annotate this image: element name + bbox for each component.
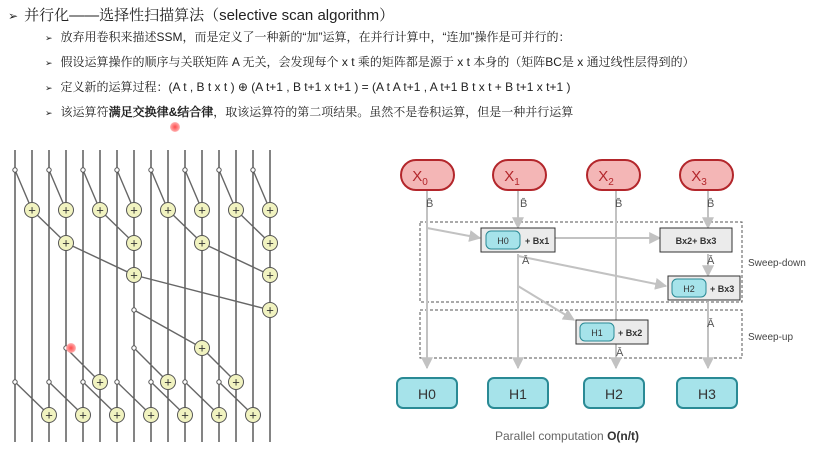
plus-node [93, 203, 108, 218]
fork-dot [115, 380, 119, 384]
svg-text:Bx2+ Bx3: Bx2+ Bx3 [675, 236, 717, 246]
cursor-highlight [170, 122, 180, 132]
svg-text:+: + [113, 407, 121, 423]
fork-dot [47, 380, 51, 384]
svg-text:+: + [215, 407, 223, 423]
plus-node [59, 236, 74, 251]
plus-node [195, 341, 210, 356]
svg-text:+: + [130, 202, 138, 218]
bullet-1 [45, 30, 571, 45]
combine-box-bx2-bx3 [660, 228, 732, 252]
fork-dot [217, 168, 221, 172]
fork-dot [115, 168, 119, 172]
svg-text:+: + [164, 374, 172, 390]
svg-text:H2: H2 [605, 386, 623, 402]
svg-text:+: + [266, 302, 274, 318]
sweep-diagram [360, 150, 830, 456]
svg-text:+: + [45, 407, 53, 423]
bullet-4-pre: 该运算符 [60, 105, 109, 119]
sweep-up-label: Sweep-up [748, 332, 794, 343]
fork-dot [217, 380, 221, 384]
output-node-h1 [488, 378, 548, 408]
fork-dot [81, 168, 85, 172]
plus-node [127, 268, 142, 283]
fork-dot [47, 168, 51, 172]
input-sub: 1 [514, 177, 520, 188]
svg-text:+: + [181, 407, 189, 423]
output-node-h3 [677, 378, 737, 408]
bullet-2 [45, 55, 695, 70]
plus-node [110, 408, 125, 423]
fork-dot [183, 380, 187, 384]
plus-node [229, 375, 244, 390]
input-node-x3 [680, 160, 733, 190]
caption: Parallel computation O(n/t) [495, 429, 640, 443]
input-sub: 0 [422, 177, 428, 188]
svg-text:+: + [62, 235, 70, 251]
svg-text:H0: H0 [418, 386, 436, 402]
plus-node [127, 203, 142, 218]
fork-dot [132, 308, 136, 312]
bullet-arrow-icon: ➢ [45, 108, 53, 118]
bullet-3 [45, 80, 570, 95]
combine-box-h1-bx2 [576, 320, 648, 344]
plus-node [25, 203, 40, 218]
svg-text:+: + [198, 202, 206, 218]
svg-text:H1: H1 [509, 386, 527, 402]
svg-text:X2: $X_2$ [598, 168, 614, 188]
svg-text:+: + [96, 202, 104, 218]
b-bar-label: B̄ [426, 198, 434, 210]
fork-dot [132, 346, 136, 350]
svg-text:+: + [266, 202, 274, 218]
svg-text:+: + [249, 407, 257, 423]
svg-text:X3: $X_3$ [691, 168, 707, 188]
input-node-x1 [493, 160, 546, 190]
bullet-4 [45, 105, 573, 120]
b-bar-label: B̄ [615, 198, 623, 210]
input-sub: 3 [701, 177, 707, 188]
plus-node [76, 408, 91, 423]
bullet-2-text: 假设运算操作的顺序与关联矩阵 A 无关，会发现每个 x t 乘的矩阵都是源于 x t 本身的（矩阵BC是 x 通过线性层得到的） [60, 55, 695, 69]
plus-node [161, 375, 176, 390]
svg-text:H3: H3 [698, 386, 716, 402]
plus-node [212, 408, 227, 423]
svg-text:H1: H1 [591, 328, 603, 338]
input-node-x2 [587, 160, 640, 190]
svg-text:H0: H0 [497, 236, 509, 246]
title-text: 并行化——选择性扫描算法（selective scan algorithm） [24, 7, 395, 24]
a-bar-label: Ā [707, 255, 715, 267]
b-bar-label: B̄ [707, 198, 715, 210]
parallel-scan-network-diagram [0, 150, 290, 445]
plus-node [246, 408, 261, 423]
plus-node [195, 203, 210, 218]
svg-text:+: + [96, 374, 104, 390]
plus-node [127, 236, 142, 251]
bullet-4-bold: 满足交换律&结合律 [108, 105, 214, 119]
plus-node [59, 203, 74, 218]
input-node-x0 [401, 160, 454, 190]
svg-text:+: + [130, 235, 138, 251]
svg-text:X1: $X_1$ [504, 168, 520, 188]
plus-node [93, 375, 108, 390]
bullet-3-text: 定义新的运算过程：(A t , B t x t ) ⊕ (A t+1 , B t+1 x t+1 ) = (A t A t+1 , A t+1 B t x t + B t+1 x t+1 ) [60, 80, 571, 94]
plus-node [42, 408, 57, 423]
plus-node [144, 408, 159, 423]
svg-text:+: + [62, 202, 70, 218]
plus-node [161, 203, 176, 218]
bullet-arrow-icon: ➢ [45, 58, 53, 68]
fork-dot [13, 168, 17, 172]
svg-text:X0: $X_0$ [412, 168, 428, 188]
output-node-h0 [397, 378, 457, 408]
svg-text:+ Bx3: + Bx3 [710, 284, 735, 294]
plus-node [178, 408, 193, 423]
a-bar-label: Ā [616, 347, 624, 359]
fork-dot [149, 380, 153, 384]
output-node-h2 [584, 378, 644, 408]
fork-dot [81, 380, 85, 384]
svg-text:+: + [164, 202, 172, 218]
svg-text:+: + [198, 235, 206, 251]
a-bar-label: Ā [522, 255, 530, 267]
svg-text:+: + [266, 267, 274, 283]
svg-text:+: + [147, 407, 155, 423]
plus-node [263, 303, 278, 318]
plus-node [263, 203, 278, 218]
fork-dot [251, 168, 255, 172]
svg-text:+: + [232, 374, 240, 390]
fork-dot [149, 168, 153, 172]
title-arrow-icon: ➢ [8, 9, 19, 23]
bullet-arrow-icon: ➢ [45, 83, 53, 93]
svg-text:+ Bx2: + Bx2 [618, 328, 643, 338]
plus-node [229, 203, 244, 218]
cursor-highlight [66, 343, 76, 353]
svg-text:+: + [79, 407, 87, 423]
combine-box-h2-bx3 [668, 276, 740, 300]
svg-text:H2: H2 [683, 284, 695, 294]
bullet-4-post: ，取该运算符的第二项结果。虽然不是卷积运算，但是一种并行运算 [213, 105, 574, 119]
svg-text:+: + [28, 202, 36, 218]
fork-dot [183, 168, 187, 172]
input-sub: 2 [608, 177, 614, 188]
plus-node [263, 268, 278, 283]
fork-dot [13, 380, 17, 384]
bullet-1-text: 放弃用卷积来描述SSM，而是定义了一种新的“加”运算，在并行计算中，“连加”操作是可并行的： [60, 30, 571, 44]
combine-box-h0-bx1 [481, 228, 555, 252]
sweep-down-label: Sweep-down [748, 258, 806, 269]
svg-text:+: + [130, 267, 138, 283]
plus-node [263, 236, 278, 251]
slide-title [8, 4, 394, 25]
svg-text:+ Bx1: + Bx1 [525, 236, 550, 246]
svg-text:+: + [266, 235, 274, 251]
svg-text:+: + [198, 340, 206, 356]
plus-node [195, 236, 210, 251]
svg-text:+: + [232, 202, 240, 218]
a-bar-label: Ā [707, 318, 715, 330]
b-bar-label: B̄ [520, 198, 528, 210]
bullet-arrow-icon: ➢ [45, 33, 53, 43]
